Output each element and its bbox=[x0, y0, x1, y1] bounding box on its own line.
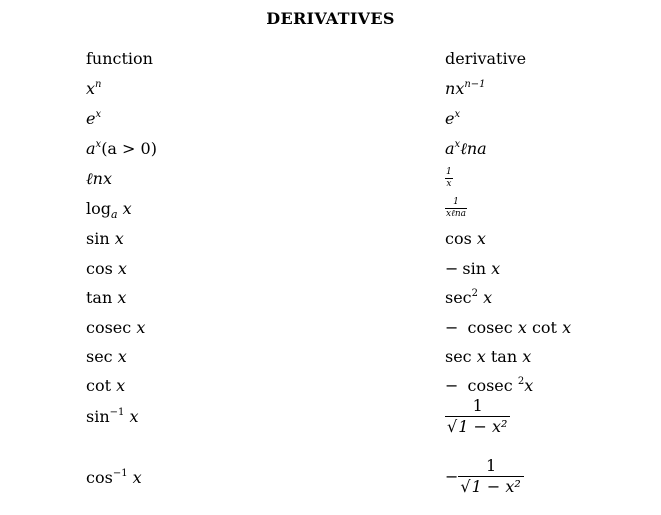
function-cell: cos x bbox=[86, 259, 127, 278]
derivative-cell: $a^x\ell na$ bbox=[445, 139, 487, 158]
function-cell: tan x bbox=[86, 288, 127, 307]
function-cell: cosec x bbox=[86, 318, 146, 337]
derivative-cell: − cosec x cot x bbox=[445, 318, 572, 337]
function-cell: sin x bbox=[86, 229, 124, 248]
table-row-tan bbox=[0, 288, 661, 312]
derivative-cell: $\frac{1}{\text{√1 − x²}}$ bbox=[445, 396, 510, 437]
table-row-exp bbox=[0, 109, 661, 133]
function-cell: $\cos^{-1} x$ bbox=[86, 468, 142, 487]
table-row-sin bbox=[0, 229, 661, 253]
function-cell: $\sin^{-1} x$ bbox=[86, 407, 139, 426]
function-cell: $e^x$ bbox=[86, 109, 102, 128]
derivative-cell: $\sec^2 x$ bbox=[445, 288, 493, 307]
derivative-cell: $nx^{n-1}$ bbox=[445, 79, 486, 98]
table-row-arccos bbox=[0, 456, 661, 510]
table-row-cot bbox=[0, 376, 661, 400]
header-derivative: derivative bbox=[445, 49, 527, 68]
table-row-ln bbox=[0, 169, 661, 193]
table-row-a-power bbox=[0, 139, 661, 163]
derivative-cell: − $\frac{1}{\text{√1 − x²}}$ bbox=[445, 456, 524, 497]
derivative-cell: cos x bbox=[445, 229, 486, 248]
table-header-row bbox=[0, 49, 661, 73]
table-row-cos bbox=[0, 259, 661, 283]
table-row-sec bbox=[0, 347, 661, 371]
function-cell: $\log_a x$ bbox=[86, 199, 132, 222]
page-title: DERIVATIVES bbox=[266, 9, 395, 28]
function-cell: cot x bbox=[86, 376, 126, 395]
table-row-cosec bbox=[0, 318, 661, 342]
function-cell: sec x bbox=[86, 347, 127, 366]
table-row-power bbox=[0, 79, 661, 103]
derivative-cell: $e^x$ bbox=[445, 109, 461, 128]
derivative-cell: − cosec $^2$x bbox=[445, 376, 534, 395]
function-cell: ℓnx bbox=[86, 169, 112, 188]
function-cell: $x^n$ bbox=[86, 79, 102, 98]
table-row-arcsin bbox=[0, 396, 661, 447]
function-cell: $a^x(a > 0)$ bbox=[86, 139, 157, 158]
derivative-cell: sec x tan x bbox=[445, 347, 532, 366]
table-row-log bbox=[0, 199, 661, 223]
derivative-cell: $\frac{1}{\text{xℓna}}$ bbox=[446, 197, 466, 219]
derivative-cell: − sin x bbox=[445, 259, 501, 278]
header-function: function bbox=[86, 49, 153, 68]
derivative-cell: $\frac{1}{x}$ bbox=[446, 167, 452, 189]
